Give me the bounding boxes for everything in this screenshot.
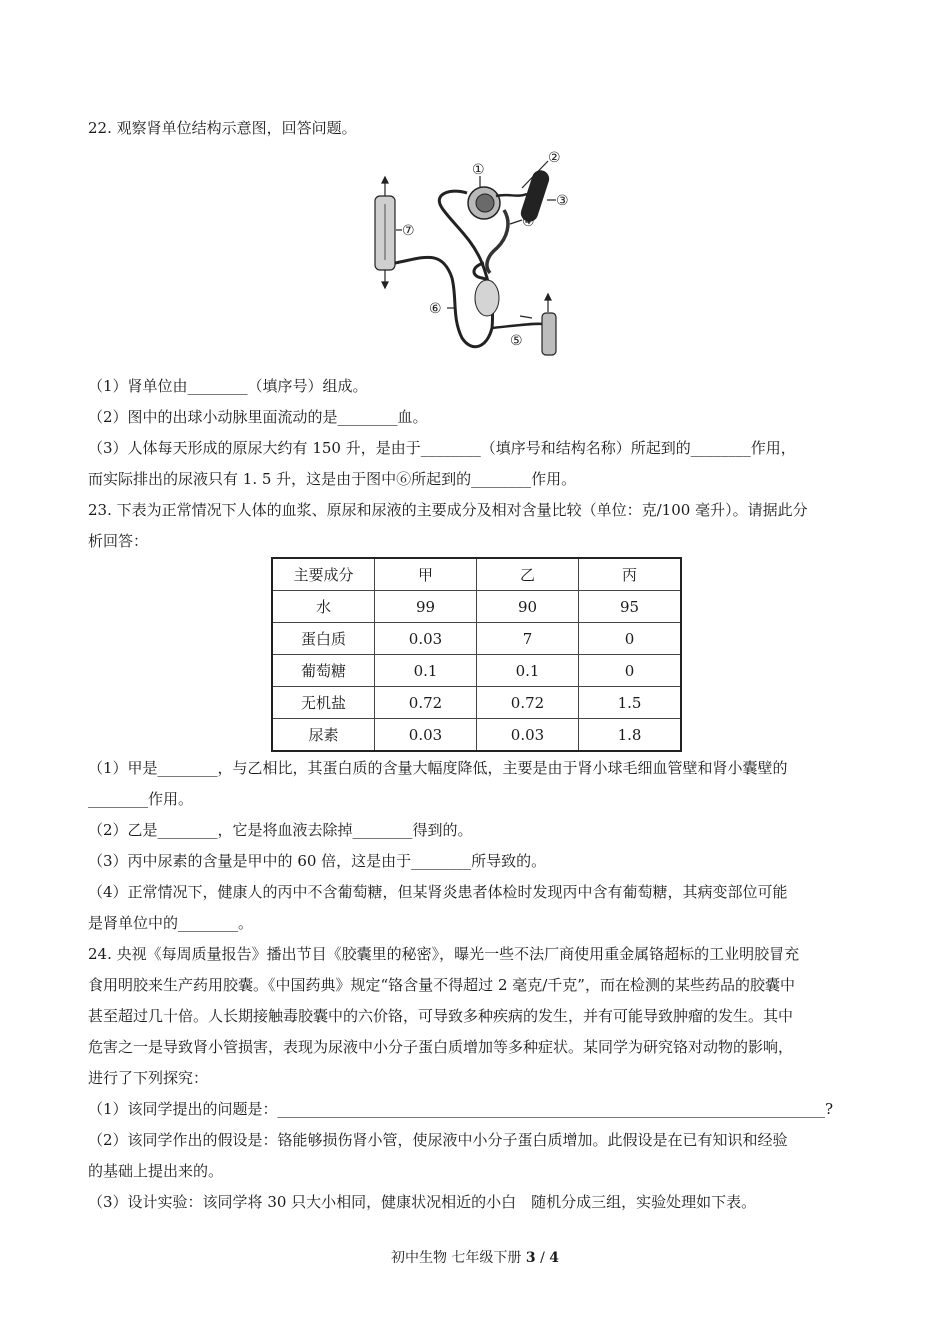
table-row — [272, 655, 681, 687]
table-row — [272, 623, 681, 655]
table-cell: 葡萄糖 — [272, 655, 375, 687]
table-cell: 无机盐 — [272, 687, 375, 719]
q23-sub4a: （4）正常情况下，健康人的丙中不含葡萄糖，但某肾炎患者体检时发现丙中含有葡萄糖，其病变部位可能 — [88, 883, 788, 901]
q24-para-2: 食用明胶来生产药用胶囊。《中国药典》规定“铬含量不得超过 2 毫克/千克”，而在检测的某些药品的胶囊中 — [88, 976, 795, 994]
q23-stem-b: 析回答： — [88, 532, 149, 550]
table-row — [272, 591, 681, 623]
table-cell: 0.72 — [477, 687, 579, 719]
footer-subject: 初中生物 七年级下册 — [390, 1250, 526, 1266]
q23-sub3: （3）丙中尿素的含量是甲中的 60 倍，这是由于________所导致的。 — [88, 852, 547, 870]
label-7: ⑦ — [402, 223, 415, 239]
q23-sub4b: 是肾单位中的________。 — [88, 914, 254, 932]
q24-para-5: 进行了下列探究： — [88, 1069, 209, 1087]
header-cell: 丙 — [579, 558, 682, 591]
table-cell: 0.03 — [375, 719, 477, 752]
table-cell: 99 — [375, 591, 477, 623]
q22-stem: 22. 观察肾单位结构示意图，回答问题。 — [88, 119, 357, 137]
q22-sub2: （2）图中的出球小动脉里面流动的是________血。 — [88, 408, 428, 426]
q24-sub2b: 的基础上提出来的。 — [88, 1162, 224, 1180]
header-cell: 主要成分 — [272, 558, 375, 591]
q24-para-4: 危害之一是导致肾小管损害，表现为尿液中小分子蛋白质增加等多种症状。某同学为研究铬对动物的影响， — [88, 1038, 794, 1056]
label-1: ① — [472, 162, 485, 178]
footer-separator: / — [535, 1250, 550, 1266]
table-cell: 0.72 — [375, 687, 477, 719]
table-cell: 0.1 — [375, 655, 477, 687]
q24-sub3: （3）设计实验：该同学将 30 只大小相同，健康状况相近的小白 随机分成三组，实验处理如下表。 — [88, 1193, 757, 1211]
flow-arrow — [520, 316, 532, 318]
table-cell: 1.5 — [579, 687, 682, 719]
footer-page-number: 3 — [525, 1250, 536, 1266]
table-row — [272, 719, 681, 752]
leader-4 — [510, 220, 522, 224]
q24-para-3: 甚至超过几十倍。人长期接触毒胶囊中的六价铬，可导致多种疾病的发生，并有可能导致肿瘤的发生。其中 — [88, 1007, 794, 1025]
q23-sub1b: ________作用。 — [88, 790, 194, 808]
label-5: ⑤ — [510, 333, 523, 349]
table-header-row — [272, 558, 681, 591]
label-3: ③ — [556, 193, 569, 209]
nephron-diagram — [372, 148, 582, 363]
label-2: ② — [548, 150, 561, 166]
table-cell: 水 — [272, 591, 375, 623]
q23-sub1a: （1）甲是________，与乙相比，其蛋白质的含量大幅度降低，主要是由于肾小球毛细血管壁和肾小囊壁的 — [88, 759, 788, 777]
q23-stem-a: 23. 下表为正常情况下人体的血浆、原尿和尿液的主要成分及相对含量比较（单位：克/100 毫升）。请据此分 — [88, 501, 808, 519]
table-cell: 90 — [477, 591, 579, 623]
table-cell: 蛋白质 — [272, 623, 375, 655]
arterioles — [496, 194, 527, 196]
label-4: ④ — [522, 214, 535, 230]
q24-para-1: 24. 央视《每周质量报告》播出节目《胶囊里的秘密》，曝光一些不法厂商使用重金属铬超标的工业明胶冒充 — [88, 945, 800, 963]
capillary-network — [487, 210, 508, 273]
arrow-top-head — [382, 177, 388, 183]
renal-vein — [542, 313, 556, 355]
table-cell: 0.03 — [375, 623, 477, 655]
q24-sub1: （1）该同学提出的问题是：_________________________________________________________________________? — [88, 1100, 834, 1118]
label-6: ⑥ — [429, 301, 442, 317]
q22-sub3a: （3）人体每天形成的原尿大约有 150 升，是由于________（填序号和结构名称）所起到的________作用， — [88, 439, 796, 457]
header-cell: 甲 — [375, 558, 477, 591]
table-cell: 95 — [579, 591, 682, 623]
table-cell: 0.1 — [477, 655, 579, 687]
table-cell: 0 — [579, 623, 682, 655]
tubule-bulge — [475, 280, 499, 316]
q23-sub2: （2）乙是________，它是将血液去除掉________得到的。 — [88, 821, 473, 839]
q22-sub1: （1）肾单位由________（填序号）组成。 — [88, 377, 368, 395]
table-cell: 1.8 — [579, 719, 682, 752]
page-footer — [0, 1247, 950, 1267]
glomerulus — [476, 194, 494, 212]
q24-sub2a: （2）该同学作出的假设是：铬能够损伤肾小管，使尿液中小分子蛋白质增加。此假设是在已有知识和经验 — [88, 1131, 788, 1149]
header-cell: 乙 — [477, 558, 579, 591]
table-cell: 7 — [477, 623, 579, 655]
table-cell: 0 — [579, 655, 682, 687]
q22-sub3b: 而实际排出的尿液只有 1. 5 升，这是由于图中⑥所起到的________作用。 — [88, 470, 577, 488]
arrow-bottom-head — [382, 282, 388, 288]
footer-page-total: 4 — [549, 1250, 560, 1266]
composition-table — [271, 557, 682, 752]
table-cell: 0.03 — [477, 719, 579, 752]
vein-connection — [492, 324, 544, 328]
vein-arrow-head — [545, 294, 551, 300]
table-row — [272, 687, 681, 719]
table-cell: 尿素 — [272, 719, 375, 752]
